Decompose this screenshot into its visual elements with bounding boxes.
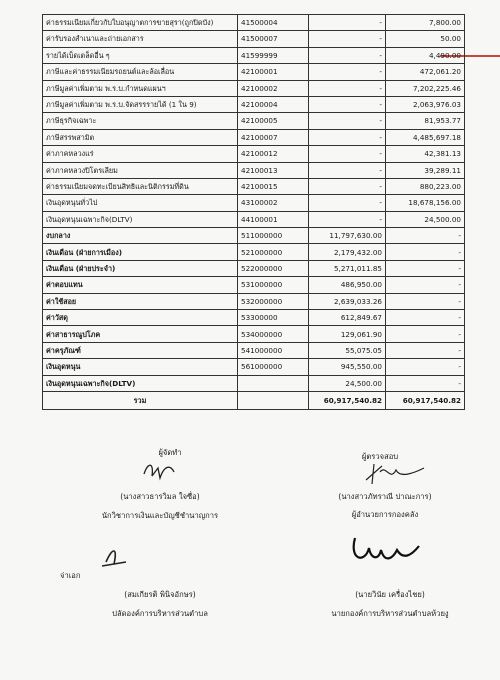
deputy-position-text: ปลัดองค์การบริหารส่วนตำบล — [112, 609, 208, 618]
debit-cell: - — [309, 129, 386, 145]
debit-cell: - — [309, 178, 386, 194]
credit-cell: - — [386, 260, 465, 276]
credit-cell: 24,500.00 — [386, 211, 465, 227]
credit-cell: - — [386, 228, 465, 244]
deputy-position — [55, 608, 265, 620]
debit-cell: - — [309, 96, 386, 112]
account-name-cell: ภาษีสรรพสามิต — [43, 129, 238, 145]
account-name-cell: ค่าภาคหลวงแร่ — [43, 146, 238, 162]
credit-cell: 472,061.20 — [386, 64, 465, 80]
debit-cell: - — [309, 195, 386, 211]
table-row — [43, 293, 465, 309]
account-code-cell: 41500004 — [238, 15, 309, 31]
account-code-cell: 43100002 — [238, 195, 309, 211]
account-code-cell: 42100013 — [238, 162, 309, 178]
account-name-cell: ค่าตอบแทน — [43, 277, 238, 293]
chief-position — [290, 608, 490, 620]
table-row — [43, 211, 465, 227]
total-code-cell — [238, 391, 309, 409]
account-code-cell: 42100001 — [238, 64, 309, 80]
table-row — [43, 113, 465, 129]
account-code-cell: 511000000 — [238, 228, 309, 244]
account-name-cell: รายได้เบ็ดเตล็ดอื่น ๆ — [43, 47, 238, 63]
total-label-cell: รวม — [43, 391, 238, 409]
table-row — [43, 228, 465, 244]
account-name-cell: ภาษีธุรกิจเฉพาะ — [43, 113, 238, 129]
credit-cell: - — [386, 244, 465, 260]
credit-cell: 42,381.13 — [386, 146, 465, 162]
debit-cell: - — [309, 80, 386, 96]
account-code-cell: 541000000 — [238, 342, 309, 358]
account-code-cell: 53300000 — [238, 310, 309, 326]
account-name-cell: ค่าธรรมเนียมเกี่ยวกับใบอนุญาตการขายสุรา(ถูกปิดบัง) — [43, 15, 238, 31]
debit-cell: 2,639,033.26 — [309, 293, 386, 309]
account-code-cell: 41599999 — [238, 47, 309, 63]
table-row — [43, 129, 465, 145]
account-code-cell: 42100012 — [238, 146, 309, 162]
deputy-signature — [96, 540, 136, 570]
debit-cell: 24,500.00 — [309, 375, 386, 391]
credit-cell: - — [386, 342, 465, 358]
table-row — [43, 342, 465, 358]
account-name-cell: เงินอุดหนุนทั่วไป — [43, 195, 238, 211]
preparer-name-text: (นางสาวธารวิมล ใจซื่อ) — [120, 492, 200, 501]
chief-position-text: นายกองค์การบริหารส่วนตำบลห้วยงู — [331, 609, 449, 618]
account-name-cell: ค่ารับรองสำเนาและถ่ายเอกสาร — [43, 31, 238, 47]
account-name-cell: ค่าภาคหลวงปิโตรเลียม — [43, 162, 238, 178]
debit-cell: 129,061.90 — [309, 326, 386, 342]
account-name-cell: ค่าวัสดุ — [43, 310, 238, 326]
deputy-name-text: (สมเกียรติ พินิจอักษร) — [124, 590, 196, 599]
table-row — [43, 375, 465, 391]
debit-cell: - — [309, 211, 386, 227]
table-row — [43, 47, 465, 63]
account-name-cell: เงินเดือน (ฝ่ายประจำ) — [43, 260, 238, 276]
credit-cell: - — [386, 293, 465, 309]
account-code-cell: 531000000 — [238, 277, 309, 293]
debit-cell: - — [309, 15, 386, 31]
credit-cell: 4,485,697.18 — [386, 129, 465, 145]
debit-cell: 5,271,011.85 — [309, 260, 386, 276]
credit-cell: - — [386, 277, 465, 293]
debit-cell: 2,179,432.00 — [309, 244, 386, 260]
debit-cell: 11,797,630.00 — [309, 228, 386, 244]
trial-balance-table — [42, 14, 465, 410]
deputy-role — [60, 570, 120, 582]
chief-name-text: (นายวินัย เครื่องไชย) — [355, 590, 425, 599]
account-name-cell: งบกลาง — [43, 228, 238, 244]
account-code-cell: 532000000 — [238, 293, 309, 309]
table-row — [43, 146, 465, 162]
account-code-cell — [238, 375, 309, 391]
table-row — [43, 64, 465, 80]
table-row — [43, 277, 465, 293]
account-code-cell: 42100002 — [238, 80, 309, 96]
total-row — [43, 391, 465, 409]
credit-cell: 39,289.11 — [386, 162, 465, 178]
checker-name-text: (นางสาวภัทราณี ปาณะการ) — [338, 492, 432, 501]
account-name-cell: ค่าสาธารณูปโภค — [43, 326, 238, 342]
account-code-cell: 42100004 — [238, 96, 309, 112]
credit-cell: 50.00 — [386, 31, 465, 47]
debit-cell: - — [309, 64, 386, 80]
table-row — [43, 310, 465, 326]
credit-cell: 7,202,225.46 — [386, 80, 465, 96]
preparer-role-label: ผู้จัดทำ — [158, 448, 182, 457]
table-row — [43, 96, 465, 112]
account-code-cell: 521000000 — [238, 244, 309, 260]
account-name-cell: ค่าครุภัณฑ์ — [43, 342, 238, 358]
preparer-position — [55, 510, 265, 522]
table-row — [43, 326, 465, 342]
account-name-cell: ค่าธรรมเนียมจดทะเบียนสิทธิและนิติกรรมที่ดิน — [43, 178, 238, 194]
credit-cell: - — [386, 359, 465, 375]
account-name-cell: เงินเดือน (ฝ่ายการเมือง) — [43, 244, 238, 260]
preparer-position-text: นักวิชาการเงินและบัญชีชำนาญการ — [101, 511, 219, 520]
table-row — [43, 359, 465, 375]
table-row — [43, 80, 465, 96]
debit-cell: 612,849.67 — [309, 310, 386, 326]
account-name-cell: เงินอุดหนุน — [43, 359, 238, 375]
total-debit-cell: 60,917,540.82 — [309, 391, 386, 409]
debit-cell: - — [309, 162, 386, 178]
credit-cell: - — [386, 326, 465, 342]
table-row — [43, 195, 465, 211]
account-code-cell: 42100005 — [238, 113, 309, 129]
ledger-body — [43, 15, 465, 410]
account-name-cell: ภาษีมูลค่าเพิ่มตาม พ.ร.บ.กำหนดแผนฯ — [43, 80, 238, 96]
account-code-cell: 42100015 — [238, 178, 309, 194]
table-row — [43, 31, 465, 47]
debit-cell: - — [309, 31, 386, 47]
account-name-cell: ภาษีมูลค่าเพิ่มตาม พ.ร.บ.จัดสรรรายได้ (1 ใน 9) — [43, 96, 238, 112]
account-name-cell: ภาษีและค่าธรรมเนียมรถยนต์และล้อเลื่อน — [43, 64, 238, 80]
table-row — [43, 178, 465, 194]
table-row — [43, 162, 465, 178]
account-code-cell: 41500007 — [238, 31, 309, 47]
credit-cell: 7,800.00 — [386, 15, 465, 31]
account-code-cell: 42100007 — [238, 129, 309, 145]
deputy-name — [70, 589, 250, 601]
table-row — [43, 244, 465, 260]
debit-cell: 486,950.00 — [309, 277, 386, 293]
credit-cell: 4,490.00 — [386, 47, 465, 63]
credit-cell: 81,953.77 — [386, 113, 465, 129]
account-name-cell: ค่าใช้สอย — [43, 293, 238, 309]
debit-cell: 945,550.00 — [309, 359, 386, 375]
account-name-cell: เงินอุดหนุนเฉพาะกิจ(DLTV) — [43, 211, 238, 227]
account-code-cell: 44100001 — [238, 211, 309, 227]
total-credit-cell: 60,917,540.82 — [386, 391, 465, 409]
debit-cell: 55,075.05 — [309, 342, 386, 358]
checker-position-text: ผู้อำนวยการกองคลัง — [351, 510, 419, 519]
checker-signature — [360, 460, 430, 488]
credit-cell: 2,063,976.03 — [386, 96, 465, 112]
table-row — [43, 15, 465, 31]
credit-cell: 18,678,156.00 — [386, 195, 465, 211]
account-code-cell: 534000000 — [238, 326, 309, 342]
table-row — [43, 260, 465, 276]
preparer-name — [70, 491, 250, 503]
debit-cell: - — [309, 146, 386, 162]
credit-cell: - — [386, 375, 465, 391]
credit-cell: 880,223.00 — [386, 178, 465, 194]
chief-name — [310, 589, 470, 601]
account-name-cell: เงินอุดหนุนเฉพาะกิจ(DLTV) — [43, 375, 238, 391]
account-code-cell: 561000000 — [238, 359, 309, 375]
checker-role-label: ผู้ตรวจสอบ — [361, 452, 399, 461]
deputy-role-label: จ่าเอก — [60, 571, 81, 580]
credit-cell: - — [386, 310, 465, 326]
preparer-signature — [140, 458, 180, 484]
checker-name — [300, 491, 470, 503]
account-code-cell: 522000000 — [238, 260, 309, 276]
debit-cell: - — [309, 47, 386, 63]
debit-cell: - — [309, 113, 386, 129]
chief-signature — [345, 530, 425, 570]
checker-position — [300, 509, 470, 521]
